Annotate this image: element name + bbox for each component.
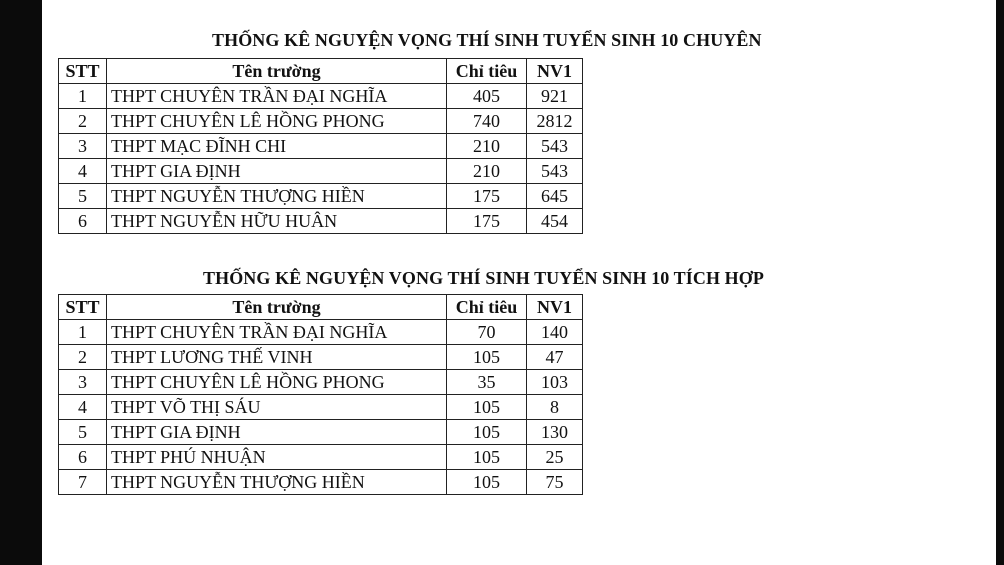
row-stt: 6 (59, 209, 107, 234)
table-row (59, 445, 583, 470)
table-header-row (59, 295, 583, 320)
header-school-name: Tên trường (107, 295, 447, 320)
row-school-name: THPT VÕ THỊ SÁU (107, 395, 447, 420)
row-school-name: THPT CHUYÊN TRẦN ĐẠI NGHĨA (107, 320, 447, 345)
table-row (59, 395, 583, 420)
row-stt: 3 (59, 134, 107, 159)
row-stt: 4 (59, 159, 107, 184)
right-border-bar (996, 0, 1004, 565)
row-stt: 2 (59, 109, 107, 134)
row-school-name: THPT GIA ĐỊNH (107, 159, 447, 184)
row-stt: 7 (59, 470, 107, 495)
row-school-name: THPT CHUYÊN LÊ HỒNG PHONG (107, 370, 447, 395)
table-row (59, 345, 583, 370)
table-title-chuyen: THỐNG KÊ NGUYỆN VỌNG THÍ SINH TUYỂN SINH 10 CHUYÊN (212, 30, 762, 50)
header-nv1: NV1 (527, 295, 583, 320)
row-quota: 70 (447, 320, 527, 345)
row-school-name: THPT LƯƠNG THẾ VINH (107, 345, 447, 370)
header-nv1: NV1 (527, 59, 583, 84)
table-row (59, 209, 583, 234)
row-school-name: THPT NGUYỄN THƯỢNG HIỀN (107, 470, 447, 495)
row-school-name: THPT CHUYÊN LÊ HỒNG PHONG (107, 109, 447, 134)
table-chuyen (58, 58, 583, 234)
row-stt: 1 (59, 84, 107, 109)
row-nv1: 130 (527, 420, 583, 445)
row-school-name: THPT CHUYÊN TRẦN ĐẠI NGHĨA (107, 84, 447, 109)
left-border-bar (0, 0, 42, 565)
table-row (59, 159, 583, 184)
row-quota: 210 (447, 159, 527, 184)
row-quota: 105 (447, 420, 527, 445)
row-quota: 175 (447, 184, 527, 209)
row-quota: 105 (447, 470, 527, 495)
row-school-name: THPT GIA ĐỊNH (107, 420, 447, 445)
row-stt: 3 (59, 370, 107, 395)
header-stt: STT (59, 59, 107, 84)
row-school-name: THPT MẠC ĐĨNH CHI (107, 134, 447, 159)
table-tich-hop (58, 294, 583, 495)
table-row (59, 420, 583, 445)
row-nv1: 47 (527, 345, 583, 370)
row-stt: 4 (59, 395, 107, 420)
row-quota: 210 (447, 134, 527, 159)
row-quota: 105 (447, 445, 527, 470)
table-header-row (59, 59, 583, 84)
row-nv1: 103 (527, 370, 583, 395)
table-title-tich-hop: THỐNG KÊ NGUYỆN VỌNG THÍ SINH TUYỂN SINH 10 TÍCH HỢP (203, 268, 764, 288)
row-nv1: 543 (527, 159, 583, 184)
table-row (59, 84, 583, 109)
row-nv1: 2812 (527, 109, 583, 134)
header-quota: Chỉ tiêu (447, 295, 527, 320)
row-stt: 5 (59, 184, 107, 209)
header-quota: Chỉ tiêu (447, 59, 527, 84)
row-nv1: 140 (527, 320, 583, 345)
row-stt: 6 (59, 445, 107, 470)
row-nv1: 75 (527, 470, 583, 495)
table-row (59, 470, 583, 495)
row-stt: 2 (59, 345, 107, 370)
header-stt: STT (59, 295, 107, 320)
table-row (59, 109, 583, 134)
table-row (59, 134, 583, 159)
row-stt: 5 (59, 420, 107, 445)
row-quota: 35 (447, 370, 527, 395)
header-school-name: Tên trường (107, 59, 447, 84)
row-nv1: 25 (527, 445, 583, 470)
table-row (59, 184, 583, 209)
row-school-name: THPT NGUYỄN HỮU HUÂN (107, 209, 447, 234)
row-quota: 105 (447, 395, 527, 420)
table-row (59, 370, 583, 395)
row-quota: 105 (447, 345, 527, 370)
row-nv1: 454 (527, 209, 583, 234)
row-nv1: 921 (527, 84, 583, 109)
table-row (59, 320, 583, 345)
row-quota: 740 (447, 109, 527, 134)
row-quota: 175 (447, 209, 527, 234)
row-nv1: 543 (527, 134, 583, 159)
row-school-name: THPT NGUYỄN THƯỢNG HIỀN (107, 184, 447, 209)
row-school-name: THPT PHÚ NHUẬN (107, 445, 447, 470)
row-stt: 1 (59, 320, 107, 345)
row-nv1: 645 (527, 184, 583, 209)
row-quota: 405 (447, 84, 527, 109)
row-nv1: 8 (527, 395, 583, 420)
